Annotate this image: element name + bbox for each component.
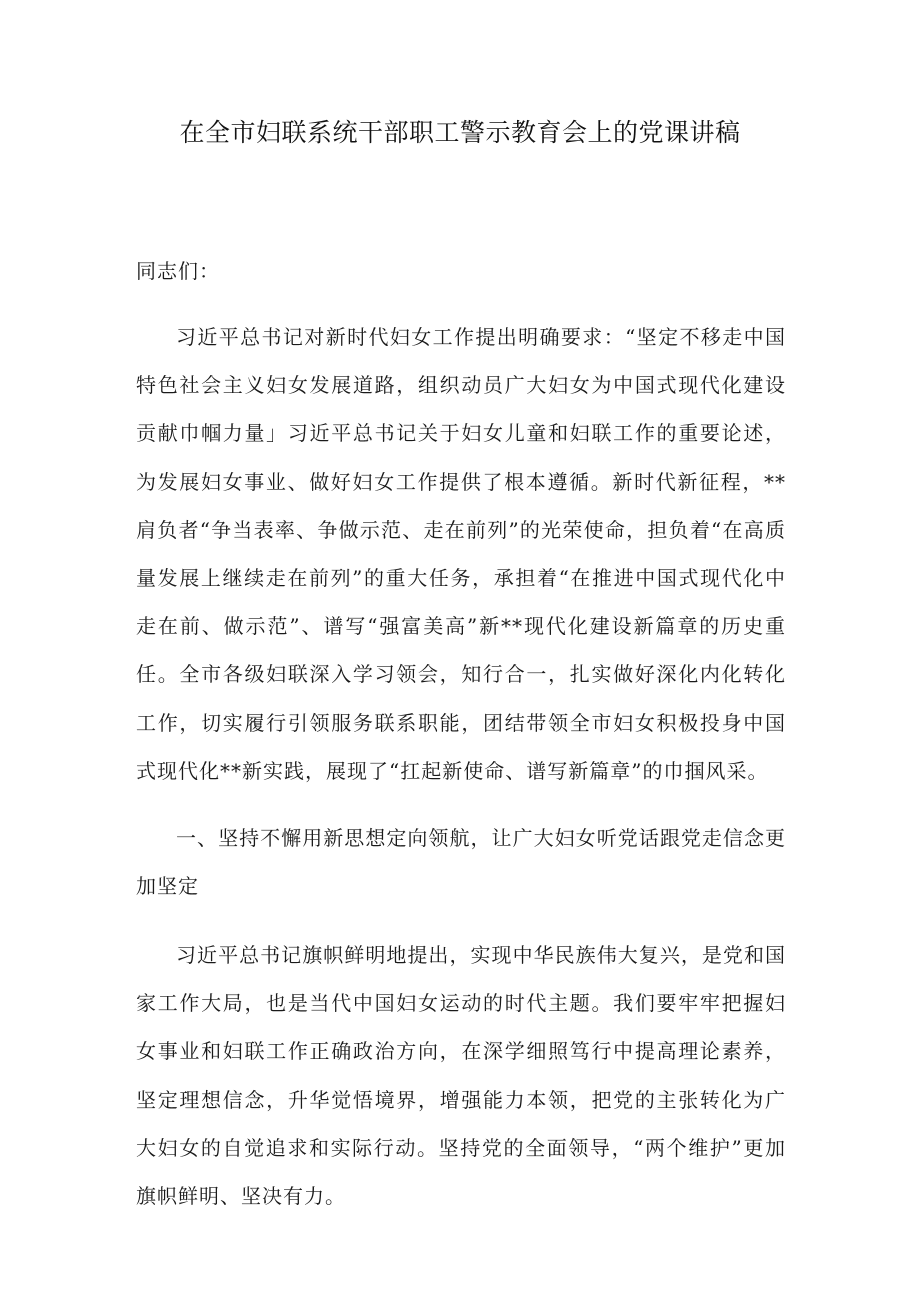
paragraph-section-1: 习近平总书记旗帜鲜明地提出，实现中华民族伟大复兴，是党和国家工作大局，也是当代中国妇女运动的时代主题。我们要牢牢把握妇女事业和妇联工作正确政治方向，在深学细照笃行中提高理论素养，坚定理想信念，升华觉悟境界，增强能力本领，把党的主张转化为广大妇女的自觉追求和实际行动。坚持党的全面领导，“两个维护”更加旗帜鲜明、坚决有力。 [136, 943, 786, 1209]
section-heading-1: 一、坚持不懈用新思想定向领航，让广大妇女听党话跟党走信念更加坚定 [136, 826, 786, 899]
paragraph-intro: 习近平总书记对新时代妇女工作提出明确要求：“坚定不移走中国特色社会主义妇女发展道路，组织动员广大妇女为中国式现代化建设贡献巾帼力量」习近平总书记关于妇女儿童和妇联工作的重要论述，为发展妇女事业、做好妇女工作提供了根本遵循。新时代新征程，**肩负者“争当表率、争做示范、走在前列”的光荣使命，担负着“在高质量发展上继续走在前列”的重大任务，承担着“在推进中国式现代化中走在前、做示范”、谱写“强富美高”新**现代化建设新篇章的历史重任。全市各级妇联深入学习领会，知行合一，扎实做好深化内化转化工作，切实履行引领服务联系职能，团结带领全市妇女积极投身中国式现代化**新实践，展现了“扛起新使命、谱写新篇章”的巾掴风采。 [136, 325, 786, 783]
salutation: 同志们： [136, 259, 220, 283]
document-title: 在全市妇联系统干部职工警示教育会上的党课讲稿 [179, 118, 741, 147]
